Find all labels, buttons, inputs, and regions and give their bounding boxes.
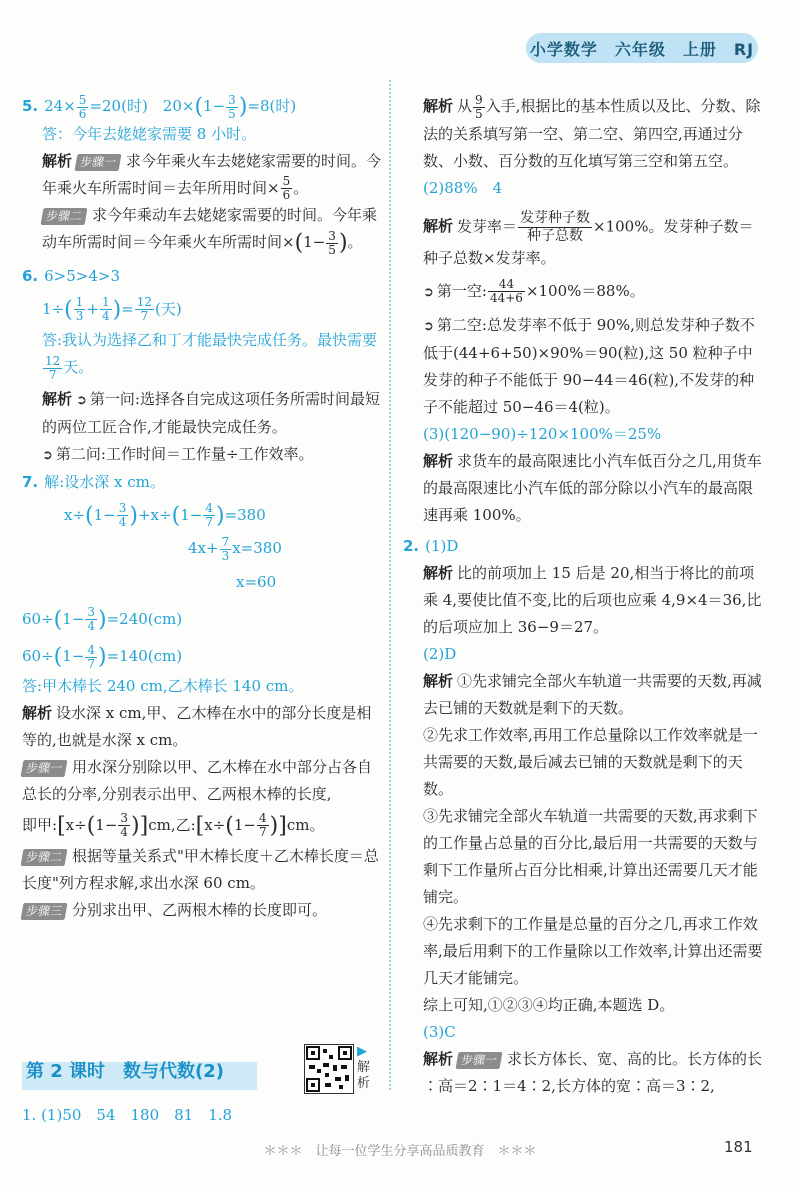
q7-e2-frac-num: 7 (221, 534, 230, 549)
right-jiexi2 (403, 210, 765, 272)
q6-frac3 (135, 296, 154, 323)
q5-frac-a-den: 6 (78, 106, 87, 121)
q5-frac-d (326, 230, 338, 257)
arrow-icon: ➲ (42, 447, 53, 463)
q7-eq2 (22, 535, 384, 563)
jiexi-tag: 解析 (423, 1049, 454, 1068)
right-jiexi9: 综上可知,①②③④均正确,本题选 D。 (423, 995, 675, 1014)
q7-e1-frac2-num: 4 (205, 501, 213, 515)
q5-frac-c-den: 6 (282, 188, 291, 202)
q7-c1-frac-num: 3 (87, 605, 96, 619)
q6-frac2 (100, 296, 112, 323)
q7-s1g: 1− (233, 815, 257, 834)
q5-step2-c: 1− (303, 233, 326, 251)
right-jiexi4 (403, 560, 765, 641)
q7-s1e: cm,乙: (148, 815, 196, 834)
jiexi-tag: 解析 (423, 217, 454, 235)
right-column (403, 93, 765, 1100)
qr-label-text: 解析 (357, 1060, 371, 1091)
q2-number: 2. (403, 536, 420, 555)
q6-eq-a: 1÷ (42, 299, 65, 318)
q7-number: 7. (22, 472, 39, 491)
footer-slogan: ＊＊＊ 让每一位学生分享高品质教育 ＊＊＊ (263, 1144, 537, 1159)
lesson2-q1: 1. (1)50 54 180 81 1.8 (22, 1106, 233, 1124)
right-p3: (3)(120−90)÷120×100%＝25% (423, 424, 662, 443)
q6-answer-b: 天。 (63, 358, 94, 376)
jiexi-tag: 解析 (423, 451, 454, 470)
q6-answer-a: 答:我认为选择乙和丁才能最快完成任务。最快需要 (42, 331, 378, 349)
q5-step1 (22, 148, 384, 203)
q5-step1-text: 求今年乘火车去姥姥家需要的时间。今年乘火车所需时间＝去年所用时间× (42, 151, 382, 197)
q7-e1c: +x÷ (137, 505, 172, 524)
q6-equation: 1÷( $\frac{1}{3}$ + $\frac{1}{4}$ )= $\frac{12}{7}$ (天) (42, 295, 182, 323)
right-q2c: (3)C (423, 1022, 456, 1041)
q7-step3 (22, 897, 384, 924)
jiexi-tag: 解析 (423, 563, 454, 582)
qr-code-icon[interactable] (304, 1044, 354, 1094)
right-j2b: ×100%。发芽种子数＝种子总数×发芽率。 (423, 217, 754, 267)
q7-e2a: 4x+ (188, 539, 219, 557)
right-j2-frac (518, 210, 592, 245)
q7-e1-frac2 (203, 502, 215, 529)
step1-tag: 步骤一 (21, 760, 68, 777)
right-intro-a: 从 (457, 97, 473, 115)
q6-order-text: 6>5>4>3 (44, 266, 121, 285)
q5-number: 5. (22, 97, 39, 115)
q5-equation: 5. 24× $\frac{5}{6}$ =20(时) 20×(1− $\frac{3}{5}$ )=8(时) (22, 92, 297, 121)
q7-jiexi (22, 700, 384, 754)
right-intro-b: 入手,根据比的基本性质以及比、分数、除法的关系填写第一空、第二空、第四空,再通过分数、小数、百分数的互化填写第三空和第五空。 (423, 97, 761, 170)
q5-frac-a (77, 94, 89, 121)
qr-code-graphic (305, 1045, 353, 1093)
q7-s1-frac2-den: 7 (259, 825, 267, 839)
right-j2a: 发芽率＝ (457, 217, 518, 235)
right-j3: 求货车的最高限速比小汽车低百分之几,用货车的最高限速比小汽车低的部分除以小汽车的最高限速再乘 100%。 (423, 451, 762, 524)
q6-eq-b: = (121, 299, 134, 318)
step1-tag: 步骤一 (456, 1052, 503, 1069)
q6-frac3-num: 12 (136, 295, 153, 309)
q7-calc2: 60÷(1− $\frac{4}{7}$ )=140(cm) (22, 642, 183, 671)
q7-answer: 答:甲木棒长 240 cm,乙木棒长 140 cm。 (22, 676, 304, 695)
right-intro-frac (473, 94, 485, 121)
q7-e2-frac (220, 536, 232, 563)
q5-eq-b: =20(时) 20× (89, 97, 195, 115)
header-title: 小学数学 六年级 上册 RJ (529, 39, 755, 59)
q7-s1-frac2 (257, 812, 269, 839)
jiexi-tag: 解析 (42, 389, 73, 408)
q6-order (22, 263, 384, 290)
q6-jiexi2 (22, 441, 384, 469)
arrow-icon: ➲ (423, 318, 434, 334)
q6-frac2-den: 4 (101, 309, 110, 323)
step2-tag: 步骤二 (21, 849, 68, 866)
right-j5: ①先求铺完全部火车轨道一共需要的天数,再减去已铺的天数就是剩下的天数。 (423, 671, 762, 717)
q5-answer: 答：今年去姥姥家需要 8 小时。 (42, 124, 257, 143)
right-jiexi-intro (403, 93, 765, 175)
right-q2a-text: (1)D (425, 536, 459, 555)
qr-label (357, 1044, 371, 1092)
q7-e1a: x÷ (64, 505, 86, 524)
q5-frac-c-num: 5 (282, 174, 291, 188)
q7-step1-text: 用水深分别除以甲、乙木棒在水中部分占各自总长的分率,分别表示出甲、乙两根木棒的长度, (22, 757, 373, 803)
header-badge (526, 33, 758, 63)
q5-step1-end: 。 (293, 178, 309, 197)
q7-e2-frac-den: 3 (221, 548, 230, 563)
q7-c2-frac (85, 644, 97, 671)
right-j2-frac-num: 发芽种子数 (520, 209, 591, 226)
q7-c2-frac-num: 4 (87, 642, 96, 657)
arrow-icon: ➲ (423, 284, 434, 300)
q6-frac1 (74, 296, 86, 323)
right-b1-frac-den: 44+6 (489, 291, 523, 305)
q6-answer (22, 327, 384, 382)
q7-e1-frac1-den: 4 (118, 515, 127, 529)
right-jiexi8: ④先求剩下的工作量是总量的百分之几,再求工作效率,最后用剩下的工作量除以工作效率,计算出还需要几天才能铺完。 (423, 914, 763, 987)
right-b1b: ×100%＝88%。 (525, 281, 645, 300)
q5-frac-a-num: 5 (78, 92, 87, 107)
jiexi-tag: 解析 (423, 97, 454, 115)
q5-frac-d-den: 5 (328, 242, 336, 257)
q7-c1b: 1− (62, 609, 85, 628)
play-icon: ▶ (357, 1044, 367, 1059)
q6-frac3-den: 7 (140, 309, 149, 323)
q6-frac4 (43, 355, 62, 382)
q7-calc1: 60÷(1− $\frac{3}{4}$ )=240(cm) (22, 605, 183, 633)
right-b2: 第二空:总发芽率不低于 90%,则总发芽种子数不低于(44+6+50)×90%＝90(粒),这 50 粒种子中发芽的种子不能低于 90−44＝46(粒),不发芽的种子不能超过 50−46＝4(粒)。 (423, 315, 755, 416)
q5-step2-text: 求今年乘动车去姥姥家需要的时间。今年乘动车所需时间＝今年乘火车所需时间× (42, 206, 378, 251)
q7-step1-formula: 即甲:[x÷(1− $\frac{3}{4}$ )]cm,乙:[x÷(1− $\frac{4}{7}$ )]cm。 (22, 811, 325, 839)
right-jiexi5 (403, 668, 765, 722)
q7-s1d: 1− (95, 815, 118, 834)
q7-c2c: =140(cm) (106, 647, 183, 665)
column-divider (389, 80, 391, 1090)
q7-e1-frac1 (117, 502, 129, 529)
q5-eq-c: 1− (203, 97, 226, 115)
q6-eq-c: (天) (155, 299, 182, 318)
q7-s1-frac-num: 3 (120, 811, 129, 825)
right-blank1 (403, 278, 765, 306)
right-blank2 (403, 312, 765, 421)
q6-jiexi2-text: 第二问:工作时间＝工作量÷工作效率。 (55, 444, 314, 463)
right-j4: 比的前项加上 15 后是 20,相当于将比的前项乘 4,要使比值不变,比的后项也应乘 4,9×4＝36,比的后项应加上 36−9＝27。 (423, 563, 762, 636)
q6-plus: + (86, 299, 99, 318)
q5-frac-b (226, 94, 238, 121)
q7-step2 (22, 843, 384, 897)
q5-eq-a: 24× (44, 97, 76, 115)
q6-number: 6. (22, 266, 39, 285)
right-b1-frac (488, 278, 525, 305)
q7-eq3: x=60 (236, 572, 277, 591)
q7-c2b: 1− (62, 647, 85, 665)
step1-tag: 步骤一 (75, 154, 122, 171)
right-intro-frac-den: 5 (475, 106, 483, 121)
q7-e2b: x=380 (232, 539, 282, 557)
q7-c2a: 60÷ (22, 647, 54, 665)
q7-jiexi-text: 设水深 x cm,甲、乙木棒在水中的部分长度是相等的,也就是水深 x cm。 (22, 703, 372, 749)
q7-c1-frac (85, 606, 97, 633)
q7-e1b: 1− (93, 505, 116, 524)
q7-c1c: =240(cm) (106, 609, 183, 628)
q7-head (22, 469, 384, 496)
q7-e1-frac2-den: 7 (205, 515, 213, 529)
q7-s1h: cm。 (286, 815, 325, 834)
right-q2a (403, 533, 765, 560)
q7-eq1: x÷(1− $\frac{3}{4}$ )+x÷(1− $\frac{4}{7}$ )=380 (64, 501, 266, 529)
jiexi-tag: 解析 (423, 671, 454, 690)
right-intro-frac-num: 9 (475, 92, 483, 107)
q7-s1-frac2-num: 4 (259, 811, 267, 825)
right-jiexi7: ③先求铺完全部火车轨道一共需要的天数,再求剩下的工作量占总量的百分比,最后用一共需要的天数与剩下工作量所占百分比相乘,计算出还需要几天才能铺完。 (423, 806, 758, 906)
q7-e1e: =380 (224, 505, 266, 524)
q7-e1-frac1-num: 3 (118, 501, 127, 515)
q5-eq-d: =8(时) (247, 97, 297, 115)
right-jiexi3 (403, 448, 765, 529)
right-b1a: 第一空: (436, 281, 487, 300)
left-column (22, 93, 384, 924)
q7-head-text: 解:设水深 x cm。 (44, 472, 165, 491)
q6-jiexi1-text: 第一问:选择各自完成这项任务所需时间最短的两位工匠合作,才能最快完成任务。 (42, 389, 380, 436)
right-jiexi6: ②先求工作效率,再用工作总量除以工作效率就是一共需要的天数,最后减去已铺的天数就是剩下的天数。 (423, 725, 758, 798)
q6-frac4-num: 12 (45, 353, 61, 368)
q7-c1a: 60÷ (22, 609, 54, 628)
jiexi-tag: 解析 (22, 703, 53, 722)
step3-tag: 步骤三 (21, 903, 68, 920)
q5-frac-c (281, 175, 293, 202)
q6-frac1-den: 3 (75, 309, 84, 323)
q7-s1c: x÷ (65, 815, 87, 834)
right-p2: (2)88% 4 (423, 178, 503, 197)
right-b1-frac-num: 44 (488, 278, 525, 292)
q7-s1b: 即甲: (22, 815, 58, 834)
q6-frac1-num: 1 (75, 295, 84, 309)
right-j2-frac-den: 种子总数 (527, 227, 584, 244)
q6-jiexi1 (22, 386, 384, 441)
q5-frac-b-den: 5 (228, 106, 236, 121)
right-jiexi10 (403, 1046, 765, 1100)
page-number: 181 (724, 1138, 753, 1156)
q7-step3-text: 分别求出甲、乙两根木棒的长度即可。 (72, 901, 328, 919)
right-q2b: (2)D (423, 644, 457, 663)
lesson-title: 第 2 课时 数与代数(2) (26, 1061, 225, 1082)
arrow-icon: ➲ (76, 392, 87, 408)
step2-tag: 步骤二 (41, 208, 88, 225)
q7-s1-frac-den: 4 (120, 825, 129, 839)
q5-frac-b-num: 3 (228, 92, 236, 107)
q7-step2-text: 根据等量关系式"甲木棒长度＋乙木棒长度＝总长度"列方程求解,求出水深 60 cm。 (22, 847, 379, 892)
q5-frac-d-num: 3 (328, 228, 336, 243)
q7-c1-frac-den: 4 (87, 619, 96, 633)
q6-frac4-den: 7 (48, 367, 57, 382)
q7-c2-frac-den: 7 (87, 656, 96, 671)
q5-step2-end: 。 (347, 233, 363, 251)
q7-e1d: 1− (180, 505, 203, 524)
q6-frac2-num: 1 (101, 295, 110, 309)
q7-s1f: x÷ (204, 815, 226, 834)
q5-step2: 步骤二 求今年乘动车去姥姥家需要的时间。今年乘动车所需时间＝今年乘火车所需时间×(1− $\frac{3}{5}$ )。 (42, 206, 378, 257)
q7-step1 (22, 754, 384, 808)
q7-s1-frac (118, 812, 130, 839)
right-j10: 求长方体长、宽、高的比。长方体的长∶高＝2∶1＝4∶2,长方体的宽∶高＝3∶2, (423, 1049, 763, 1095)
jiexi-tag: 解析 (42, 151, 73, 170)
